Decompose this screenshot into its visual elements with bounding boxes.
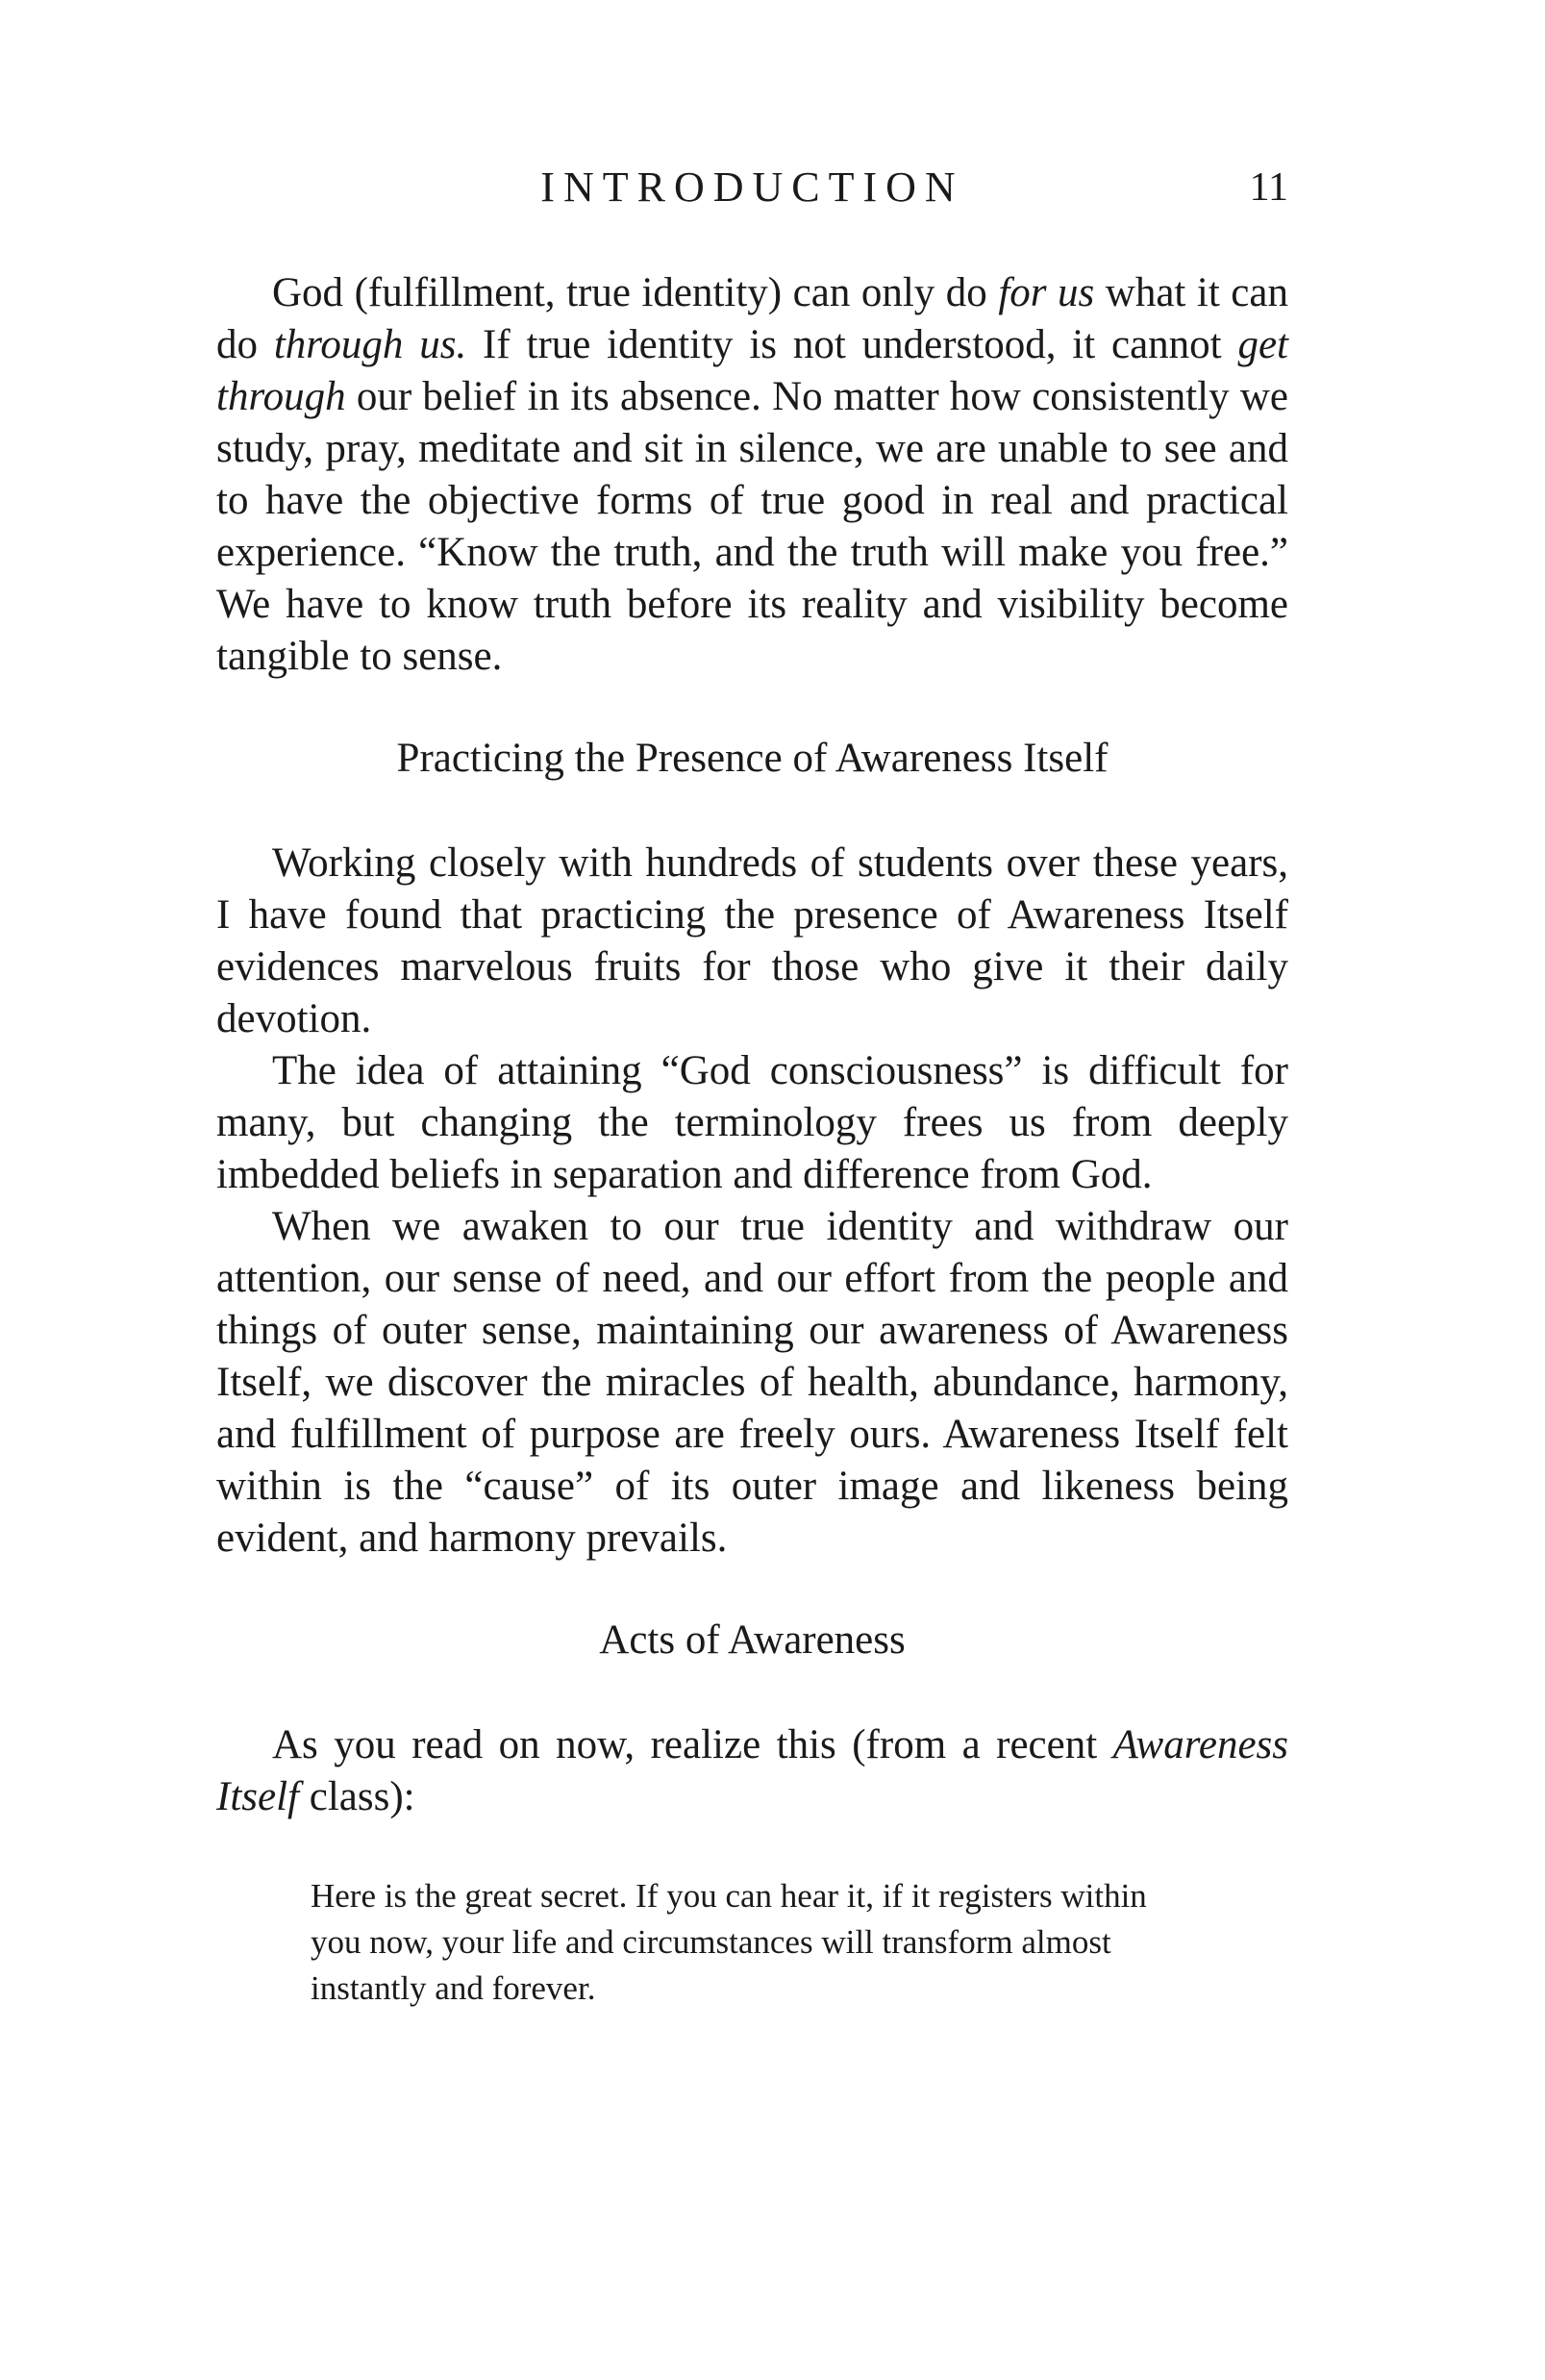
running-head [216, 154, 1288, 221]
paragraph-2: Working closely with hundreds of students over these years, I have found that practicing the presence of Awareness Itself evidences marvelous fruits for those who give it their daily devotion. [216, 840, 1288, 1041]
block-quote: Here is the great secret. If you can hear it, if it registers within you now, your life and circumstances will transform almost instantly and forever. [311, 1877, 1147, 2007]
paragraph-1 [216, 267, 1288, 683]
paragraph-5-text-a: As you read on now, realize this (from a recent [272, 1722, 1113, 1767]
paragraph-1-text-c: what it can do [216, 270, 1288, 367]
paragraph-1-emphasis-for-us: for us [998, 270, 1095, 315]
paragraph-1-text-e: If true identity is not understood, it cannot [466, 322, 1238, 367]
paragraph-5-text-c: class): [298, 1774, 415, 1819]
paragraph-3: The idea of attaining “God consciousness” is difficult for many, but changing the terminology frees us from deeply imbedded beliefs in separation and difference from God. [216, 1048, 1288, 1197]
page-body [216, 267, 1288, 2012]
page-number: 11 [1249, 165, 1288, 210]
paragraph-1-emphasis-through-us: through us. [273, 322, 467, 367]
paragraph-1-text-g: our belief in its absence. No matter how consistently we study, pray, meditate and sit in silence, we are unable to see and to have the objective forms of true good in real and practical experience. “Know the truth, and the truth will make you free.” We have to know truth before its reality and visibility become tangible to sense. [216, 374, 1288, 679]
paragraph-4: When we awaken to our true identity and withdraw our attention, our sense of need, and our effort from the people and things of outer sense, maintaining our awareness of Awareness Itself, we discover the miracles of health, abundance, harmony, and fulfillment of purpose are freely ours. Awareness Itself felt within is the “cause” of its outer image and likeness being evident, and harmony prevails. [216, 1204, 1288, 1561]
section-heading-acts: Acts of Awareness [599, 1617, 906, 1663]
paragraph-5-emphasis-awareness-itself: Awareness Itself [216, 1722, 1288, 1819]
paragraph-1-emphasis-get-through: get through [216, 322, 1288, 419]
section-heading-practicing: Practicing the Presence of Awareness Itself [396, 736, 1109, 781]
paragraph-5 [216, 1719, 1288, 1823]
paragraph-1-text-a: God (fulfillment, true identity) can only do [272, 270, 999, 315]
running-title: INTRODUCTION [540, 163, 964, 211]
